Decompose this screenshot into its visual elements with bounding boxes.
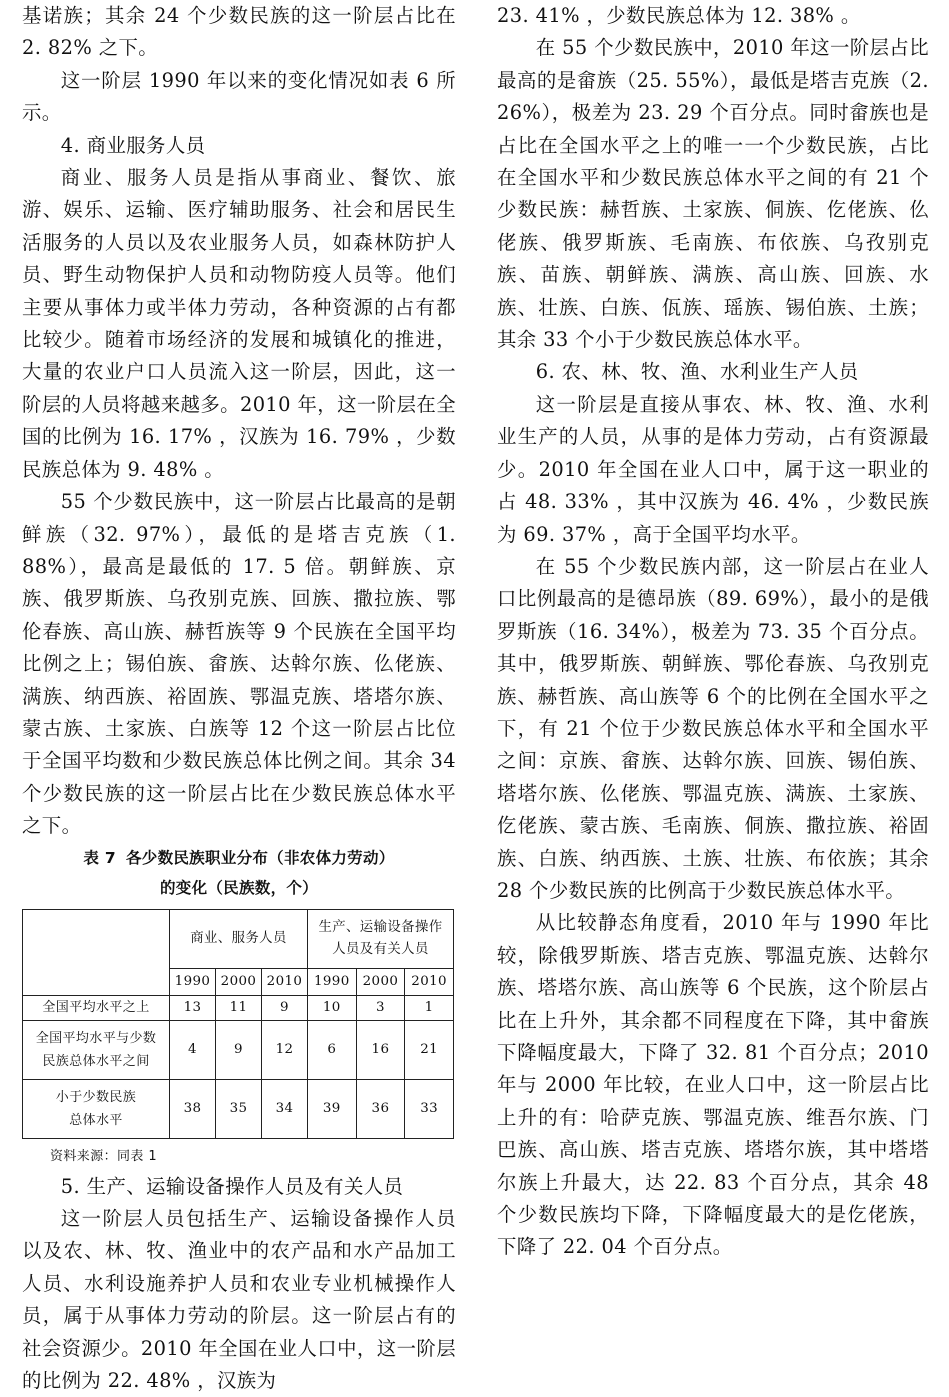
occupation-table xyxy=(22,909,454,1139)
table-row xyxy=(23,1020,454,1079)
year-header: 2010 xyxy=(262,968,308,995)
paragraph: 在 55 个少数民族内部，这一阶层占在业人口比例最高的是德昂族（89. 69%），最小的是俄罗斯族（16. 34%），极差为 73. 35 个百分点。其中，俄罗斯族、朝鲜族、鄂伦春族、乌孜别克族、赫哲族、高山族等 6 个的比例在全国水平之下，有 21 个位于少数民族总体水平和全国水平之间：京族、畲族、达斡尔族、回族、锡伯族、塔塔尔族、仫佬族、鄂温克族、满族、土家族、仡佬族、蒙古族、毛南族、侗族、撒拉族、裕固族、白族、纳西族、土族、壮族、布依族；其余 28 个少数民族的比例高于少数民族总体水平。 xyxy=(497,554,929,902)
row-header: 全国平均水平之上 xyxy=(23,995,170,1020)
year-header: 2010 xyxy=(405,968,454,995)
paragraph: 在 55 个少数民族中，2010 年这一阶层占比最高的是畲族（25. 55%），最低是塔吉克族（2. 26%），极差为 23. 29 个百分点。同时畲族也是占比在全国水平之上的唯一一个少数民族，占比在全国水平和少数民族总体水平之间的有 21 个少数民族：赫哲族、土家族、侗族、仡佬族、仫佬族、俄罗斯族、毛南族、布依族、乌孜别克族、苗族、朝鲜族、满族、高山族、回族、水族、壮族、白族、佤族、瑶族、锡伯族、土族；其余 33 个小于少数民族总体水平。 xyxy=(497,36,929,352)
table-source: 资料来源：同表 1 xyxy=(50,1148,158,1164)
table-row xyxy=(23,995,454,1020)
table-cell: 34 xyxy=(262,1079,308,1138)
paragraph: 这一阶层 1990 年以来的变化情况如表 6 所示。 xyxy=(22,68,456,125)
left-column xyxy=(22,0,456,1397)
table-cell: 13 xyxy=(170,995,216,1020)
table-caption xyxy=(22,843,456,903)
table-cell: 38 xyxy=(170,1079,216,1138)
row-header: 全国平均水平与少数 民族总体水平之间 xyxy=(23,1020,170,1079)
table-cell: 12 xyxy=(262,1020,308,1079)
table-cell: 3 xyxy=(356,995,405,1020)
table-cell: 9 xyxy=(216,1020,262,1079)
year-header: 1990 xyxy=(170,968,216,995)
year-header: 2000 xyxy=(356,968,405,995)
table-label: 表 7 xyxy=(83,848,116,867)
section-heading: 6. 农、林、牧、渔、水利业生产人员 xyxy=(535,360,859,384)
right-column xyxy=(497,0,929,1264)
paragraph: 55 个少数民族中，这一阶层占比最高的是朝鲜族（32. 97%），最低的是塔吉克族（1. 88%），最高是最低的 17. 5 倍。朝鲜族、京族、俄罗斯族、乌孜别克族、回族、撒拉族、鄂伦春族、高山族、赫哲族等 9 个民族在全国平均比例之上；锡伯族、畲族、达斡尔族、仫佬族、满族、纳西族、裕固族、鄂温克族、塔塔尔族、蒙古族、土家族、白族等 12 个这一阶层占比位于全国平均数和少数民族总体比例之间。其余 34 个少数民族的这一阶层占比在少数民族总体水平之下。 xyxy=(22,490,456,838)
table-cell: 16 xyxy=(356,1020,405,1079)
table-cell: 33 xyxy=(405,1079,454,1138)
table-cell: 10 xyxy=(308,995,357,1020)
table-cell: 11 xyxy=(216,995,262,1020)
table-cell: 21 xyxy=(405,1020,454,1079)
paragraph: 商业、服务人员是指从事商业、餐饮、旅游、娱乐、运输、医疗辅助服务、社会和居民生活服务的人员以及农业服务人员，如森林防护人员、野生动物保护人员和动物防疫人员等。他们主要从事体力或半体力劳动，各种资源的占有都比较少。随着市场经济的发展和城镇化的推进，大量的农业户口人员流入这一阶层，因此，这一阶层的人员将越来越多。2010 年，这一阶层在全国的比例为 16. 17% ，汉族为 16. 79% ，少数民族总体为 9. 48% 。 xyxy=(22,166,456,481)
table-cell: 36 xyxy=(356,1079,405,1138)
header-production-transport: 生产、运输设备操作 人员及有关人员 xyxy=(308,909,454,968)
header-commerce-service: 商业、服务人员 xyxy=(170,909,308,968)
table-cell: 4 xyxy=(170,1020,216,1079)
table-cell: 6 xyxy=(308,1020,357,1079)
year-header: 1990 xyxy=(308,968,357,995)
table-row xyxy=(23,1079,454,1138)
table-title: 各少数民族职业分布（非农体力劳动） xyxy=(125,848,395,867)
table-corner xyxy=(23,909,170,995)
paragraph: 基诺族；其余 24 个少数民族的这一阶层占比在 2. 82% 之下。 xyxy=(22,4,456,60)
row-header: 小于少数民族 总体水平 xyxy=(23,1079,170,1138)
year-header: 2000 xyxy=(216,968,262,995)
paragraph: 这一阶层是直接从事农、林、牧、渔、水利业生产的人员，从事的是体力劳动，占有资源最少。2010 年全国在业人口中，属于这一职业的占 48. 33% ，其中汉族为 46. 4% ，少数民族为 69. 37% ，高于全国平均水平。 xyxy=(497,392,929,546)
paragraph: 从比较静态角度看，2010 年与 1990 年比较，除俄罗斯族、塔吉克族、鄂温克族、达斡尔族、塔塔尔族、高山族等 6 个民族，这个阶层占比在上升外，其余都不同程度在下降，其中畲族下降幅度最大，下降了 32. 81 个百分点；2010 年与 2000 年比较，在业人口中，这一阶层占比上升的有：哈萨克族、鄂温克族、维吾尔族、门巴族、高山族、塔吉克族、塔塔尔族，其中塔塔尔族上升最大，达 22. 83 个百分点，其余 48 个少数民族均下降，下降幅度最大的是仡佬族，下降了 22. 04 个百分点。 xyxy=(497,911,929,1259)
table-cell: 35 xyxy=(216,1079,262,1138)
paragraph: 这一阶层人员包括生产、运输设备操作人员以及农、林、牧、渔业中的农产品和水产品加工人员、水利设施养护人员和农业专业机械操作人员，属于从事体力劳动的阶层。这一阶层占有的社会资源少。2010 年全国在业人口中，这一阶层的比例为 22. 48% ，汉族为 xyxy=(22,1206,456,1392)
paragraph: 23. 41% ，少数民族总体为 12. 38% 。 xyxy=(497,4,861,27)
section-heading: 4. 商业服务人员 xyxy=(60,133,206,157)
section-heading: 5. 生产、运输设备操作人员及有关人员 xyxy=(60,1174,404,1198)
table-title-continued: 的变化（民族数，个） xyxy=(159,878,318,897)
table-cell: 1 xyxy=(405,995,454,1020)
table-cell: 39 xyxy=(308,1079,357,1138)
table-cell: 9 xyxy=(262,995,308,1020)
